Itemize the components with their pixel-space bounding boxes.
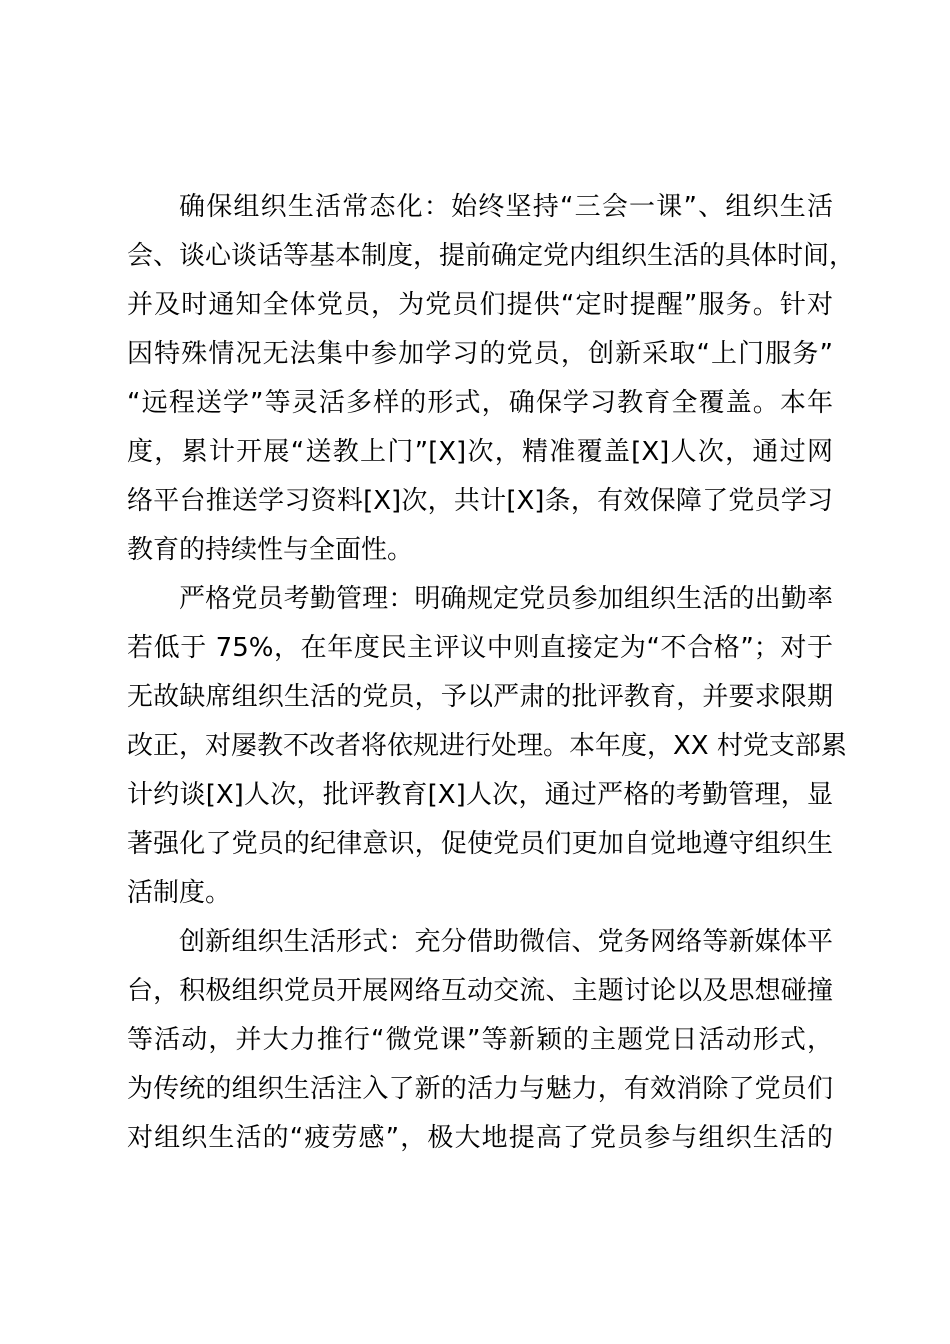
paragraph-organization-life-normalization [127,183,856,575]
paragraph-innovative-forms [127,918,833,1163]
document-body [127,183,856,1163]
paragraph-line: 著强化了党员的纪律意识，促使党员们更加自觉地遵守组织生 [127,829,833,859]
paragraph-line: 络平台推送学习资料[X]次，共计[X]条，有效保障了党员学习 [127,486,833,516]
paragraph-line: 计约谈[X]人次，批评教育[X]人次，通过严格的考勤管理，显 [127,780,833,810]
paragraph-line: 改正，对屡教不改者将依规进行处理。本年度，XX 村党支部累 [127,731,847,761]
paragraph-line: “远程送学”等灵活多样的形式，确保学习教育全覆盖。本年 [127,388,833,418]
paragraph-line: 对组织生活的“疲劳感”，极大地提高了党员参与组织生活的 [127,1123,833,1153]
paragraph-line: 活制度。 [127,878,232,908]
paragraph-line: 严格党员考勤管理：明确规定党员参加组织生活的出勤率 [179,584,833,614]
paragraph-line: 若低于 75%，在年度民主评议中则直接定为“不合格”；对于 [127,633,833,663]
paragraph-line: 台，积极组织党员开展网络互动交流、主题讨论以及思想碰撞 [127,976,833,1006]
paragraph-line: 教育的持续性与全面性。 [127,535,414,565]
paragraph-line: 度，累计开展“送教上门”[X]次，精准覆盖[X]人次，通过网 [127,437,833,467]
paragraph-line: 等活动，并大力推行“微党课”等新颖的主题党日活动形式， [127,1025,833,1055]
paragraph-line: 确保组织生活常态化：始终坚持“三会一课”、组织生活 [179,192,833,222]
paragraph-line: 无故缺席组织生活的党员，予以严肃的批评教育，并要求限期 [127,682,833,712]
paragraph-attendance-management [127,575,847,918]
paragraph-line: 并及时通知全体党员，为党员们提供“定时提醒”服务。针对 [127,290,833,320]
paragraph-line: 因特殊情况无法集中参加学习的党员，创新采取“上门服务” [127,339,833,369]
paragraph-line: 会、谈心谈话等基本制度，提前确定党内组织生活的具体时间， [127,241,856,271]
paragraph-line: 创新组织生活形式：充分借助微信、党务网络等新媒体平 [179,927,833,957]
paragraph-line: 为传统的组织生活注入了新的活力与魅力，有效消除了党员们 [127,1074,833,1104]
